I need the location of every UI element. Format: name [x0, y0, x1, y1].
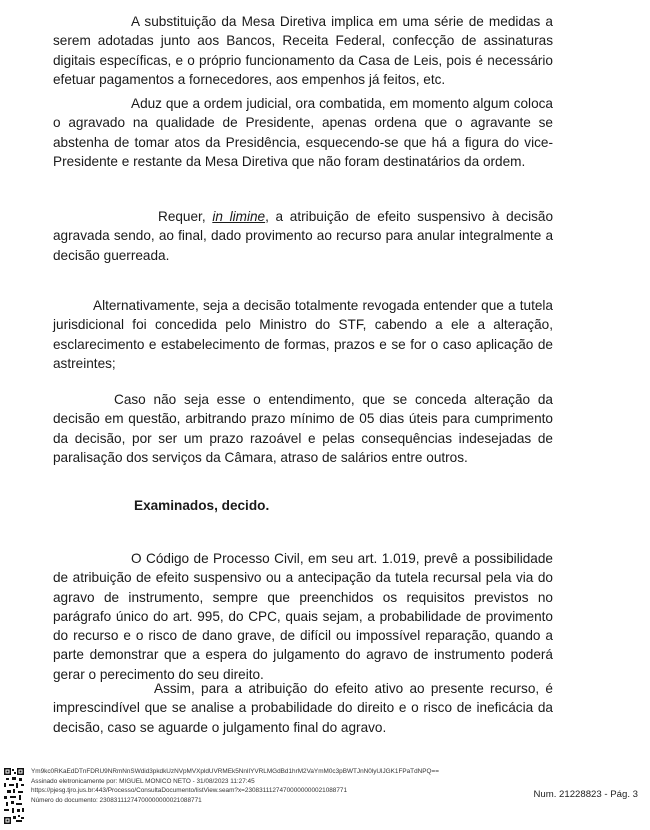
requer-text-before: Requer, [158, 209, 213, 224]
paragraph-mesa-diretiva: A substituição da Mesa Diretiva implica em uma série de medidas a serem adotadas junto aos Bancos, Receita Federal, confecção de assinaturas digitais específicas, e o próprio funcionamento da Casa de Leis, pois é necessário efetuar pagamentos a fornecedores, aos empenhos já feitos, etc. [53, 14, 553, 87]
qr-code-icon [4, 768, 24, 824]
document-hash: Ym9kc0RKaEdDTnFDRU9NRmNnSWdid3pkdkUzNVpMVXpldUVRMEk5NnlIYVRLMGdBd1hrM2VaYmM0c3pBWTJnN0lyUlJGK1FPaTdNPQ== [31, 768, 439, 775]
paragraph-codigo-processo: O Código de Processo Civil, em seu art. 1.019, prevê a possibilidade de atribuição de efeito suspensivo ou a antecipação da tutela recursal pela via do agravo de instrumento, sempre que preenchidos os requisitos previstos no parágrafo único do art. 995, do CPC, quais sejam, a probabilidade de provimento do recurso e o risco de dano grave, de difícil ou impossível reparação, quando a parte demonstrar que a espera do julgamento do agravo de instrumento poderá gerar o perecimento do seu direito. [53, 551, 553, 682]
document-number: Número do documento: 23083111274700000000021088771 [31, 797, 202, 805]
signature-info [31, 767, 551, 806]
paragraph-assim: Assim, para a atribuição do efeito ativo ao presente recurso, é imprescindível que se analise a probabilidade do direito e o risco de ineficácia da decisão, caso se aguarde o julgamento final do agravo. [53, 681, 553, 735]
paragraph-aduz: Aduz que a ordem judicial, ora combatida, em momento algum coloca o agravado na qualidade de Presidente, apenas ordena que o agravante se abstenha de tomar atos da Presidência, esquecendo-se que há a figura do vice-Presidente e restante da Mesa Diretiva que não foram destinatários da ordem. [53, 96, 553, 169]
paragraph-alternativamente: Alternativamente, seja a decisão totalmente revogada entender que a tutela jurisdicional foi concedida pelo Ministro do STF, cabendo a ele a alteração, esclarecimento e estabelecimento de formas, prazos e se for o caso aplicação de astreintes; [53, 298, 553, 371]
verification-url: https://pjesg.tjro.jus.br:443/Processo/ConsultaDocumento/listView.seam?x=23083111274700000000021088771 [31, 787, 348, 795]
paragraph-caso-nao: Caso não seja esse o entendimento, que se conceda alteração da decisão em questão, arbitrando prazo mínimo de 05 dias úteis para cumprimento da decisão, por ser um prazo razoável e pelas consequências indesejadas de paralisação dos serviços da Câmara, atraso de salários entre outros. [53, 392, 553, 465]
in-limine-emphasis: in limine [212, 209, 266, 224]
paragraph-requer [53, 207, 553, 265]
signed-by: Assinado eletronicamente por: MIGUEL MONICO NETO - 31/08/2023 11:27:45 [31, 777, 255, 785]
requer-text-after: , a atribuição de efeito suspensivo à decisão agravada sendo, ao final, dado provimento ao recurso para anular integralmente a decisão guerreada. [53, 209, 554, 263]
signature-footer [0, 760, 650, 830]
section-heading: Examinados, decido. [134, 498, 270, 513]
page-number: Num. 21228823 - Pág. 3 [533, 789, 638, 800]
